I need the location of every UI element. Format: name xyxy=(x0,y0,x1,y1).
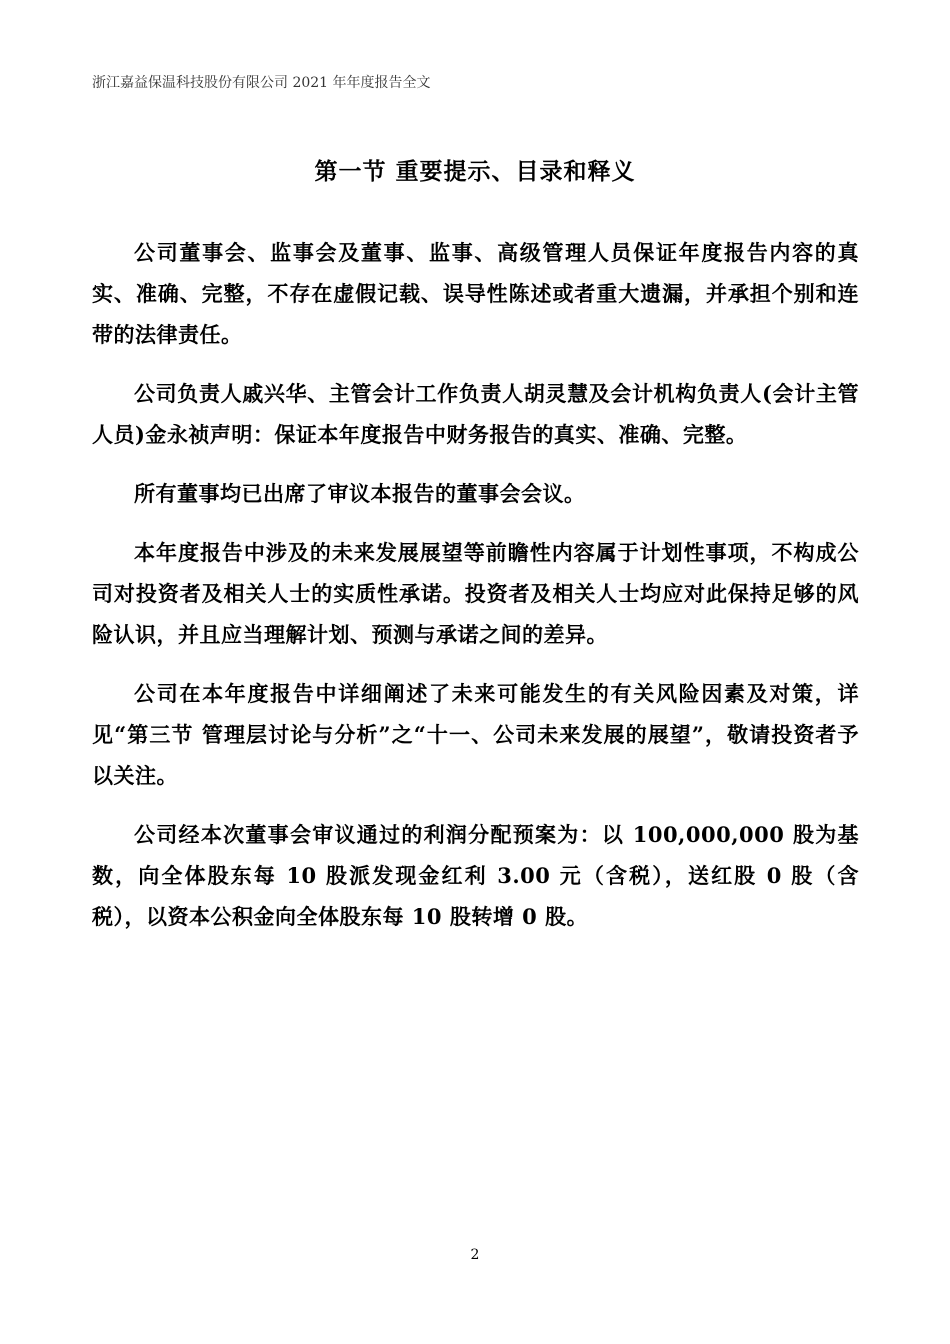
page-number: 2 xyxy=(470,1247,480,1263)
document-header: 浙江嘉益保温科技股份有限公司 2021 年年度报告全文 xyxy=(92,75,431,91)
paragraph-profit-distribution: 公司经本次董事会审议通过的利润分配预案为：以 100,000,000 股为基数，向全体股东每 10 股派发现金红利 3.00 元（含税），送红股 0 股（含税），以资本公积金向全体股东每 10 股转增 0 股。 xyxy=(92,822,859,929)
paragraph-board-attendance: 所有董事均已出席了审议本报告的董事会会议。 xyxy=(134,481,586,506)
paragraph-risk-factors: 公司在本年度报告中详细阐述了未来可能发生的有关风险因素及对策，详见“第三节 管理层讨论与分析”之“十一、公司未来发展的展望”，敬请投资者予以关注。 xyxy=(92,681,859,788)
body-content xyxy=(92,232,859,955)
paragraph-responsibility-statement: 公司董事会、监事会及董事、监事、高级管理人员保证年度报告内容的真实、准确、完整，不存在虚假记载、误导性陈述或者重大遗漏，并承担个别和连带的法律责任。 xyxy=(92,240,859,347)
paragraph-forward-looking-disclaimer: 本年度报告中涉及的未来发展展望等前瞻性内容属于计划性事项，不构成公司对投资者及相关人士的实质性承诺。投资者及相关人士均应对此保持足够的风险认识，并且应当理解计划、预测与承诺之间的差异。 xyxy=(92,540,859,647)
paragraph-financial-declaration: 公司负责人戚兴华、主管会计工作负责人胡灵慧及会计机构负责人(会计主管人员)金永祯声明：保证本年度报告中财务报告的真实、准确、完整。 xyxy=(92,381,859,447)
section-title: 第一节 重要提示、目录和释义 xyxy=(314,158,636,185)
